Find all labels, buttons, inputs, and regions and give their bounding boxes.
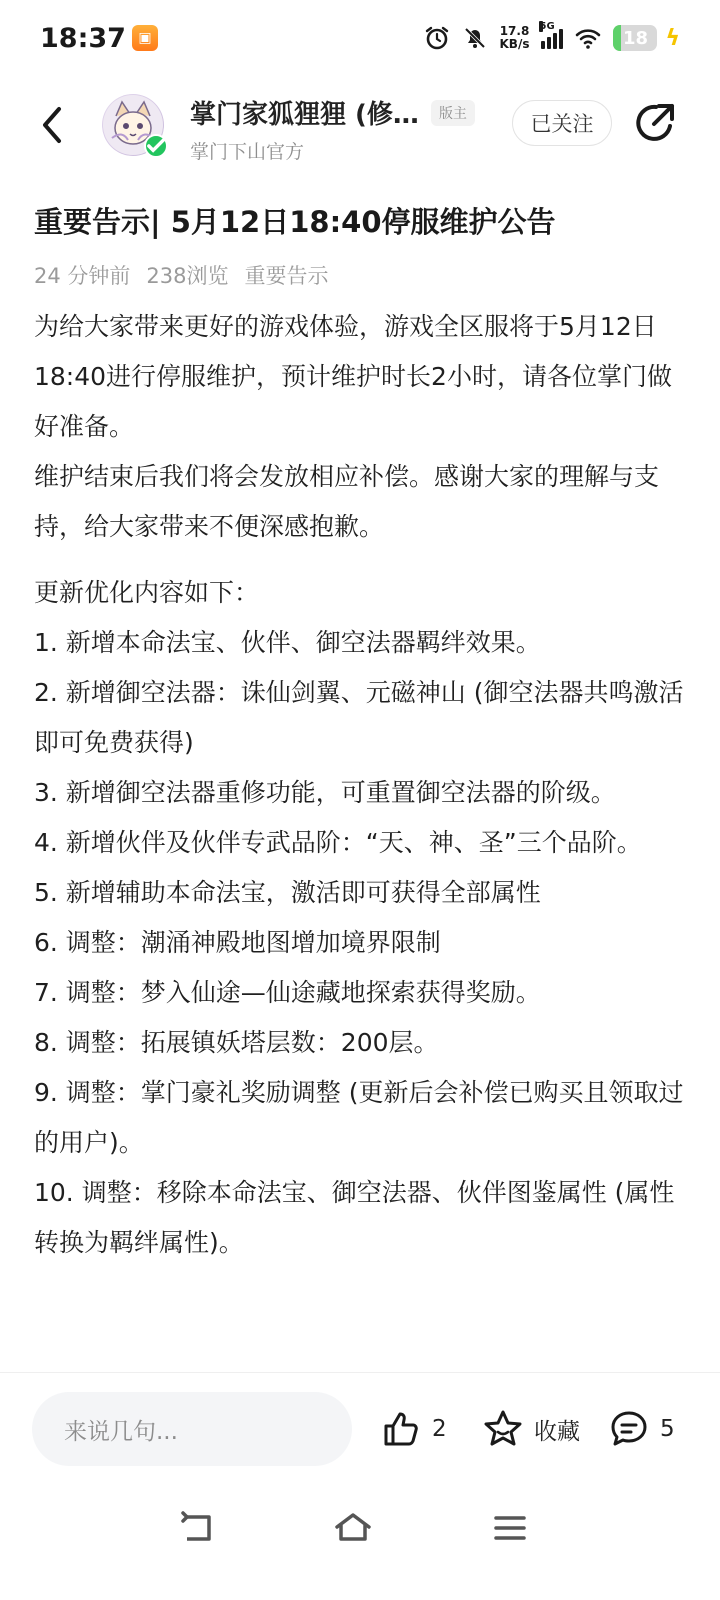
system-nav-bar bbox=[0, 1498, 720, 1558]
list-item: 9. 调整：掌门豪礼奖励调整 (更新后会补偿已购买且领取过的用户)。 bbox=[34, 1078, 684, 1157]
list-item: 4. 新增伙伴及伙伴专武品阶：“天、神、圣”三个品阶。 bbox=[34, 828, 642, 857]
favorite-label: 收藏 bbox=[534, 1418, 580, 1445]
nav-home-icon bbox=[333, 1511, 373, 1545]
list-item: 2. 新增御空法器：诛仙剑翼、元磁神山 (御空法器共鸣激活即可免费获得) bbox=[34, 678, 684, 757]
nav-home-button[interactable] bbox=[331, 1506, 375, 1550]
post-meta bbox=[34, 260, 690, 290]
comment-count: 5 bbox=[660, 1416, 675, 1442]
battery-fill bbox=[613, 25, 621, 51]
nav-menu-button[interactable] bbox=[488, 1506, 532, 1550]
post-title: 重要告示| 5月12日18:40停服维护公告 bbox=[34, 205, 556, 239]
alarm-icon bbox=[424, 25, 450, 51]
post-views: 238浏览 bbox=[146, 264, 229, 288]
post-paragraph: 为给大家带来更好的游戏体验，游戏全区服将于5月12日18:40进行停服维护，预计维护时长2小时，请各位掌门做好准备。 bbox=[34, 312, 672, 441]
list-item: 5. 新增辅助本命法宝，激活即可获得全部属性 bbox=[34, 878, 541, 907]
favorite-button[interactable] bbox=[482, 1406, 580, 1452]
post-header bbox=[0, 80, 720, 170]
chat-bubble-icon bbox=[608, 1408, 650, 1450]
share-arrow-icon bbox=[632, 100, 678, 146]
charging-icon: ϟ bbox=[665, 25, 680, 51]
moderator-badge: 版主 bbox=[431, 100, 475, 126]
nav-back-icon bbox=[179, 1511, 217, 1545]
author-subtitle: 掌门下山官方 bbox=[190, 141, 305, 163]
list-item: 3. 新增御空法器重修功能，可重置御空法器的阶级。 bbox=[34, 778, 616, 807]
back-button[interactable] bbox=[32, 100, 72, 150]
comment-input[interactable]: 来说几句... bbox=[32, 1392, 352, 1466]
list-item: 7. 调整：梦入仙途—仙途藏地探索获得奖励。 bbox=[34, 978, 541, 1007]
cellular-signal-icon bbox=[539, 21, 563, 49]
follow-button[interactable]: 已关注 bbox=[512, 100, 612, 146]
list-heading: 更新优化内容如下： bbox=[34, 578, 260, 607]
chevron-left-icon bbox=[37, 105, 67, 145]
post-body bbox=[34, 302, 690, 1268]
like-button[interactable] bbox=[380, 1406, 447, 1452]
like-count: 2 bbox=[432, 1416, 447, 1442]
thumbs-up-icon bbox=[380, 1408, 422, 1450]
list-item: 6. 调整：潮涌神殿地图增加境界限制 bbox=[34, 928, 441, 957]
bottom-divider bbox=[0, 1372, 720, 1373]
list-item: 1. 新增本命法宝、伙伴、御空法器羁绊效果。 bbox=[34, 628, 541, 657]
post-paragraph: 维护结束后我们将会发放相应补偿。感谢大家的理解与支持，给大家带来不便深感抱歉。 bbox=[34, 462, 660, 541]
post-content bbox=[34, 196, 690, 1268]
post-category[interactable]: 重要告示 bbox=[244, 264, 329, 288]
network-speed-unit: KB/s bbox=[499, 37, 530, 51]
battery-icon bbox=[613, 25, 657, 51]
verified-badge-icon bbox=[144, 134, 168, 158]
bottom-action-bar bbox=[0, 1392, 720, 1468]
post-time: 24 分钟前 bbox=[34, 264, 131, 288]
author-info[interactable] bbox=[190, 94, 500, 164]
list-item: 8. 调整：拓展镇妖塔层数：200层。 bbox=[34, 1028, 439, 1057]
status-time: 18:37 bbox=[40, 22, 126, 54]
mute-bell-icon bbox=[462, 25, 488, 51]
status-indicators bbox=[424, 21, 681, 51]
comment-button[interactable] bbox=[608, 1406, 675, 1452]
status-bar bbox=[0, 0, 720, 76]
author-name[interactable]: 掌门家狐狸狸 (修… bbox=[190, 100, 419, 130]
network-speed bbox=[500, 25, 530, 51]
list-item: 10. 调整：移除本命法宝、御空法器、伙伴图鉴属性 (属性转换为羁绊属性)。 bbox=[34, 1178, 675, 1257]
nav-back-button[interactable] bbox=[176, 1506, 220, 1550]
nav-menu-icon bbox=[493, 1513, 527, 1543]
star-icon bbox=[482, 1408, 524, 1450]
wifi-icon bbox=[575, 25, 601, 51]
network-speed-value: 17.8 bbox=[499, 24, 530, 38]
app-notification-icon: ▣ bbox=[132, 25, 158, 51]
network-type: 5G bbox=[539, 21, 555, 32]
share-button[interactable] bbox=[632, 100, 678, 146]
battery-level: 18 bbox=[622, 27, 649, 49]
author-avatar[interactable] bbox=[102, 94, 164, 156]
